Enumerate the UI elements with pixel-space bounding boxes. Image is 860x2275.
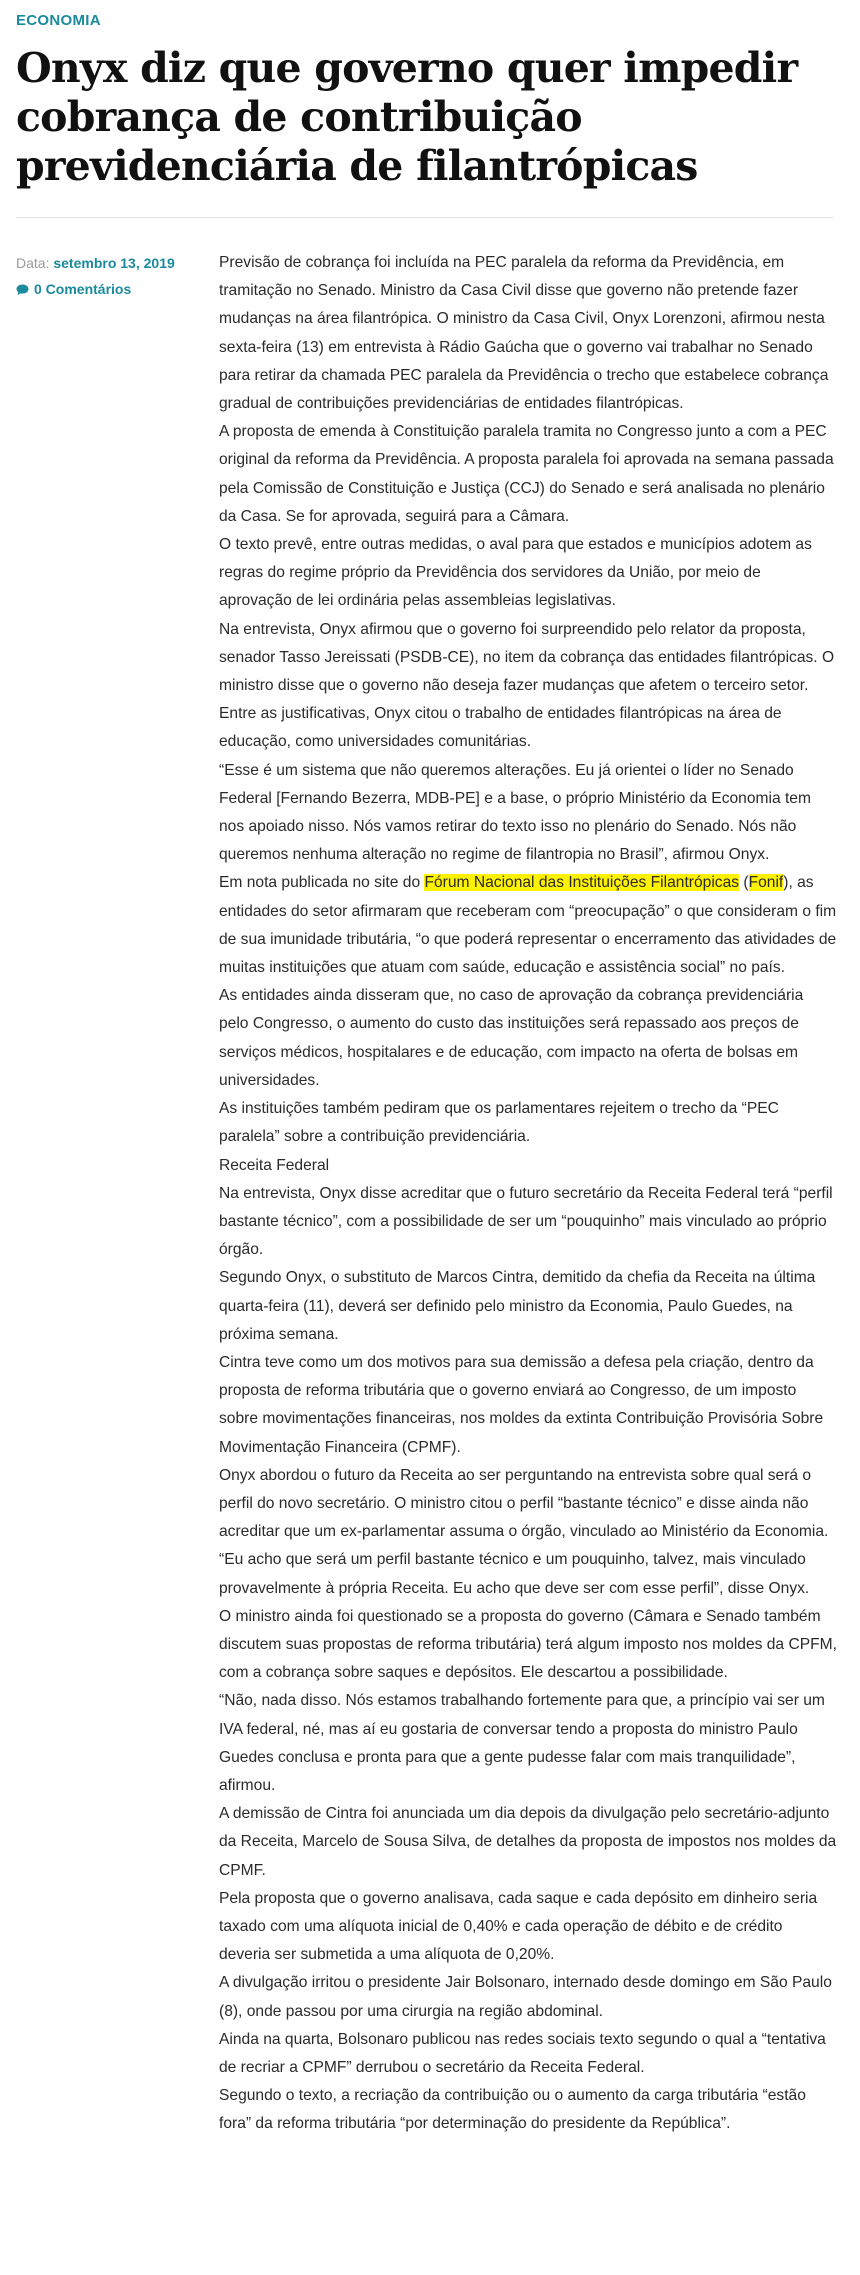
paragraph: Na entrevista, Onyx disse acreditar que o futuro secretário da Receita Federal terá “perfil bastante técnico”, com a possibilidade de ser um “pouquinho” mais vinculado ao próprio órgão. <box>219 1184 833 1259</box>
paragraph: Segundo Onyx, o substituto de Marcos Cintra, demitido da chefia da Receita na última quarta-feira (11), deverá ser definido pelo ministro da Economia, Paulo Guedes, na próxima semana. <box>219 1269 816 1343</box>
link-paragraph-pre: Em nota publicada no site do <box>219 874 425 892</box>
paragraph: Cintra teve como um dos motivos para sua demissão a defesa pela criação, dentro da proposta de reforma tributária que o governo enviará ao Congresso, de um imposto sobre movimentações financeiras, nos moldes da extinta Contribuição Provisória Sobre Movimentação Financeira (CPMF). <box>219 1353 824 1456</box>
article-title: Onyx diz que governo quer impedir cobrança de contribuição previdenciária de filantrópicas <box>16 44 798 190</box>
title-divider <box>16 217 834 218</box>
forum-link[interactable]: Fórum Nacional das Instituições Filantrópicas <box>424 874 740 892</box>
paragraph: Previsão de cobrança foi incluída na PEC paralela da reforma da Previdência, em tramitação no Senado. Ministro da Casa Civil disse que governo não pretende fazer mudanças na área filantrópica. O ministro da Casa Civil, Onyx Lorenzoni, afirmou nesta sexta-feira (13) em entrevista à Rádio Gaúcha que o governo vai trabalhar no Senado para retirar da chamada PEC paralela da Previdência o trecho que estabelece cobrança gradual de contribuições previdenciárias de entidades filantrópicas. <box>219 254 829 413</box>
fonif-link[interactable]: Fonif <box>748 874 784 892</box>
paragraph: Ainda na quarta, Bolsonaro publicou nas redes sociais texto segundo o qual a “tentativa de recriar a CPMF” derrubou o secretário da Receita Federal. <box>219 2030 826 2076</box>
comments-label: 0 Comentários <box>34 281 132 297</box>
paragraph: Onyx abordou o futuro da Receita ao ser perguntando na entrevista sobre qual será o perfil do novo secretário. O ministro citou o perfil “bastante técnico” e disse ainda não acreditar que um ex-parlamentar assuma o órgão, vinculado ao Ministério da Economia. <box>219 1466 829 1541</box>
paragraph: As instituições também pediram que os parlamentares rejeitem o trecho da “PEC paralela” sobre a contribuição previdenciária. <box>219 1100 779 1146</box>
date-value[interactable]: setembro 13, 2019 <box>53 255 175 271</box>
category-link[interactable]: ECONOMIA <box>16 12 101 29</box>
paragraph: Entre as justificativas, Onyx citou o trabalho de entidades filantrópicas na área de educação, como universidades comunitárias. <box>219 705 782 751</box>
speech-bubble-icon <box>16 284 29 296</box>
link-paragraph-post: ), as entidades do setor afirmaram que receberam com “preocupação” o que consideram o fim de sua imunidade tributária, “o que poderá representar o encerramento das atividades de muitas instituições que atuam com saúde, educação e assistência social” no país. <box>219 874 837 977</box>
paragraph: Segundo o texto, a recriação da contribuição ou o aumento da carga tributária “estão fora” da reforma tributária “por determinação do presidente da República”. <box>219 2087 806 2133</box>
paragraph: Na entrevista, Onyx afirmou que o governo foi surpreendido pelo relator da proposta, senador Tasso Jereissati (PSDB-CE), no item da cobrança das entidades filantrópicas. O ministro disse que o governo não deseja fazer mudanças que afetem o terceiro setor. <box>219 620 835 695</box>
quote-paragraph: “Não, nada disso. Nós estamos trabalhando fortemente para que, a princípio vai ser um IVA federal, né, mas aí eu gostaria de conversar tendo a proposta do ministro Paulo Guedes conclusa e pronta para que a gente pudesse falar com mais tranquilidade”, afirmou. <box>219 1692 825 1794</box>
article-body <box>219 249 837 2139</box>
quote-paragraph: “Esse é um sistema que não queremos alterações. Eu já orientei o líder no Senado Federal [Fernando Bezerra, MDB-PE] e a base, o próprio Ministério da Economia tem nos apoiado nisso. Nós vamos retirar do texto isso no plenário do Senado. Nós não queremos nenhuma alteração no regime de filantropia no Brasil”, afirmou Onyx. <box>219 761 811 864</box>
paragraph-with-links <box>219 869 837 982</box>
link-paragraph-mid: ( <box>739 874 749 892</box>
quote-paragraph: “Eu acho que será um perfil bastante técnico e um pouquinho, talvez, mais vinculado provavelmente à própria Receita. Eu acho que deve ser com esse perfil”, disse Onyx. <box>219 1551 810 1597</box>
date-label: Data: <box>16 255 50 271</box>
paragraph: Pela proposta que o governo analisava, cada saque e cada depósito em dinheiro seria taxado com uma alíquota inicial de 0,40% e cada operação de débito e de crédito deveria ser submetida a uma alíquota de 0,20%. <box>219 1889 818 1964</box>
paragraph: As entidades ainda disseram que, no caso de aprovação da cobrança previdenciária pelo Congresso, o aumento do custo das instituições será repassado aos preços de serviços médicos, hospitalares e de educação, com impacto na oferta de bolsas em universidades. <box>219 987 804 1089</box>
paragraph: A divulgação irritou o presidente Jair Bolsonaro, internado desde domingo em São Paulo (8), onde passou por uma cirurgia na região abdominal. <box>219 1974 832 2020</box>
comments-link[interactable] <box>16 279 206 299</box>
date-row <box>16 253 206 273</box>
paragraph: O ministro ainda foi questionado se a proposta do governo (Câmara e Senado também discutem suas propostas de reforma tributária) terá algum imposto nos moldes da CPFM, com a cobrança sobre saques e depósitos. Ele descartou a possibilidade. <box>219 1607 837 1682</box>
article-meta <box>16 253 206 305</box>
section-subheading: Receita Federal <box>219 1156 330 1174</box>
paragraph: O texto prevê, entre outras medidas, o aval para que estados e municípios adotem as regras do regime próprio da Previdência dos servidores da União, por meio de aprovação de lei ordinária pelas assembleias legislativas. <box>219 536 812 610</box>
paragraph: A proposta de emenda à Constituição paralela tramita no Congresso junto a com a PEC original da reforma da Previdência. A proposta paralela foi aprovada na semana passada pela Comissão de Constituição e Justiça (CCJ) do Senado e será analisada no plenário da Casa. Se for aprovada, seguirá para a Câmara. <box>219 423 834 525</box>
paragraph: A demissão de Cintra foi anunciada um dia depois da divulgação pelo secretário-adjunto da Receita, Marcelo de Sousa Silva, de detalhes da proposta de impostos nos moldes da CPMF. <box>219 1805 837 1879</box>
